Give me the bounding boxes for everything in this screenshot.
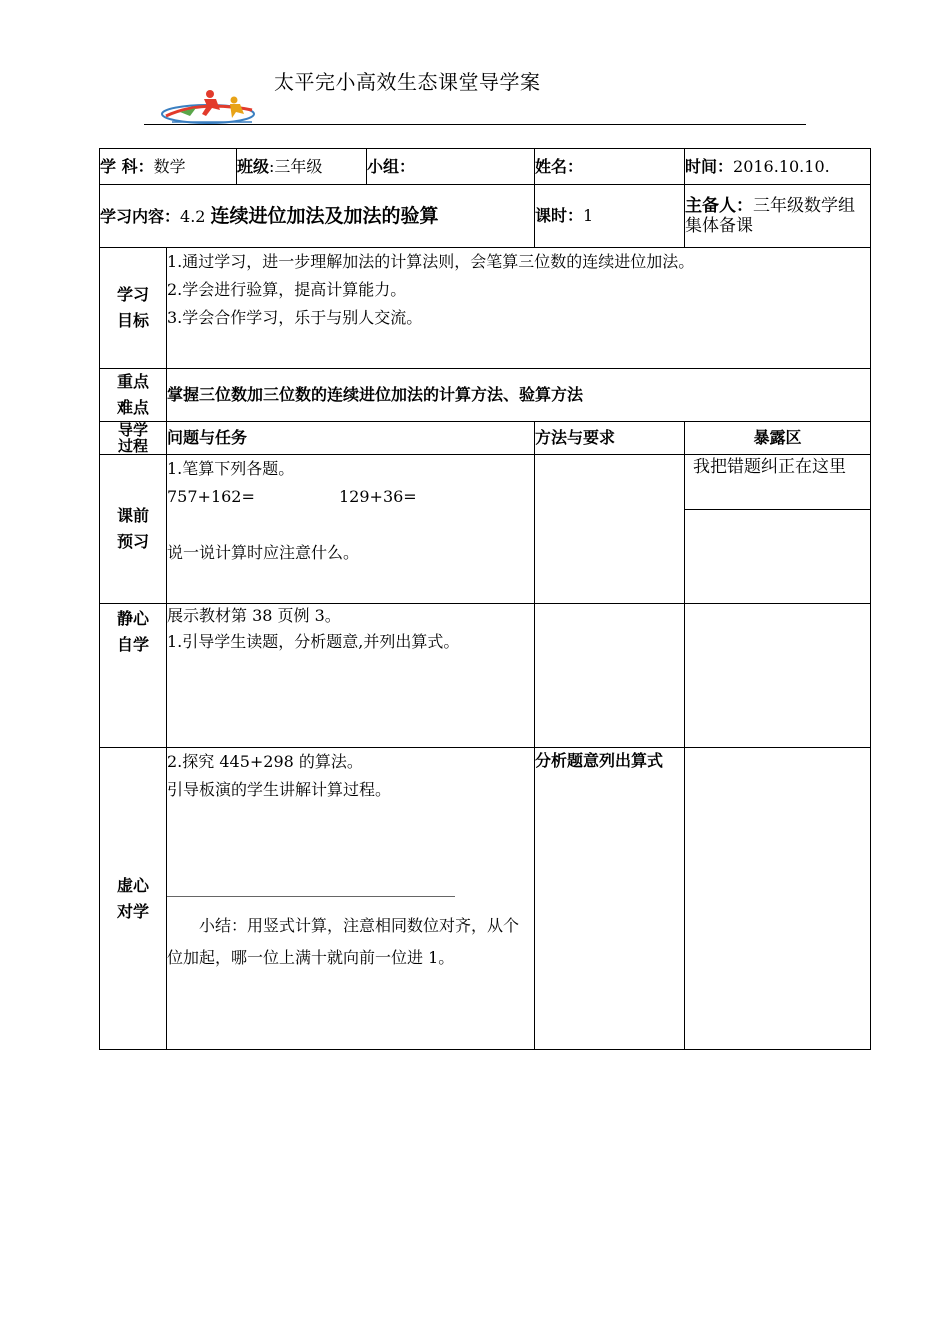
school-logo	[160, 86, 264, 126]
self-study-label-cell	[100, 604, 167, 748]
class-cell	[237, 149, 367, 185]
self-study-line: 展示教材第 38 页例 3。	[167, 606, 341, 625]
time-label: 时间：	[685, 156, 734, 176]
subject-label: 学 科：	[100, 156, 154, 176]
preview-task-cell	[167, 455, 535, 604]
self-study-line: 1.引导学生读题，分析题意,并列出算式。	[167, 632, 460, 651]
pair-learning-method: 分析题意列出算式	[535, 748, 685, 1050]
self-study-row	[100, 604, 871, 748]
content-title: 连续进位加法及加法的验算	[210, 204, 439, 227]
info-row	[100, 149, 871, 185]
name-label: 姓名：	[535, 156, 584, 176]
content-number: 4.2	[180, 206, 211, 226]
key-points-label: 重点难点	[116, 372, 149, 417]
process-label: 导学过程	[117, 421, 148, 455]
preparer-label: 主备人：	[685, 196, 753, 216]
subject-value: 数学	[153, 156, 186, 176]
column-header-exposure: 暴露区	[685, 422, 871, 455]
preview-method-cell	[535, 455, 685, 604]
pair-learning-line: 引导板演的学生讲解计算过程。	[167, 780, 392, 799]
time-value: 2016.10.10.	[733, 156, 830, 176]
pair-learning-task-cell	[167, 748, 535, 1050]
preview-expressions	[167, 483, 534, 511]
expression-1: 757+162=	[167, 487, 255, 506]
preview-exposure-cell	[685, 455, 871, 604]
goal-item: 2.学会进行验算，提高计算能力。	[167, 280, 407, 299]
time-cell	[685, 149, 871, 185]
class-label: 班级	[237, 156, 270, 176]
lesson-plan-table	[99, 148, 871, 1050]
exposure-note: 我把错题纠正在这里	[685, 455, 870, 510]
preparer-value: 三年级数学组集体备课	[685, 196, 855, 236]
goals-label: 学习目标	[116, 285, 149, 330]
answer-line: ____________________________________	[167, 878, 455, 897]
preparer-cell	[685, 185, 871, 248]
process-label-cell	[100, 422, 167, 455]
summary-text: 小结：用竖式计算，注意相同数位对齐，从个位加起，哪一位上满十就向前一位进 1。	[167, 916, 520, 967]
goal-item: 1.通过学习，进一步理解加法的计算法则，会笔算三位数的连续进位加法。	[167, 252, 695, 271]
group-label: 小组：	[367, 156, 416, 176]
preview-row	[100, 455, 871, 604]
period-cell	[535, 185, 685, 248]
name-cell	[535, 149, 685, 185]
goals-row	[100, 248, 871, 369]
class-value: :三年级	[269, 156, 323, 176]
self-study-label: 静心自学	[116, 609, 149, 654]
preview-label-cell	[100, 455, 167, 604]
goal-item: 3.学会合作学习，乐于与别人交流。	[167, 308, 423, 327]
header-rule	[144, 124, 806, 125]
key-points-text: 掌握三位数加三位数的连续进位加法的计算方法、验算方法	[167, 369, 871, 422]
pair-learning-line: 2.探究 445+298 的算法。	[167, 752, 363, 771]
subject-cell	[100, 149, 237, 185]
key-points-label-cell	[100, 369, 167, 422]
preview-spacer	[167, 511, 534, 539]
period-label: 课时：	[535, 206, 584, 225]
group-cell	[367, 149, 535, 185]
self-study-task-cell	[167, 604, 535, 748]
pair-learning-row	[100, 748, 871, 1050]
goals-list	[167, 248, 871, 369]
page-header-title: 太平完小高效生态课堂导学案	[274, 70, 541, 94]
content-row	[100, 185, 871, 248]
pair-learning-label: 虚心对学	[116, 875, 149, 921]
pair-learning-exposure-cell	[685, 748, 871, 1050]
key-points-row	[100, 369, 871, 422]
expression-2: 129+36=	[339, 487, 417, 506]
content-cell	[100, 185, 535, 248]
content-label: 学习内容：	[100, 206, 181, 226]
pair-learning-label-cell	[100, 748, 167, 1050]
pair-learning-spacer	[167, 804, 534, 874]
preview-instruction: 1.笔算下列各题。	[167, 459, 295, 478]
self-study-exposure-cell	[685, 604, 871, 748]
column-header-task: 问题与任务	[167, 422, 535, 455]
process-header-row	[100, 422, 871, 455]
column-header-method: 方法与要求	[535, 422, 685, 455]
preview-question: 说一说计算时应注意什么。	[167, 543, 360, 562]
self-study-method-cell	[535, 604, 685, 748]
period-value: 1	[583, 206, 594, 225]
goals-label-cell	[100, 248, 167, 369]
preview-label: 课前预习	[116, 506, 149, 551]
